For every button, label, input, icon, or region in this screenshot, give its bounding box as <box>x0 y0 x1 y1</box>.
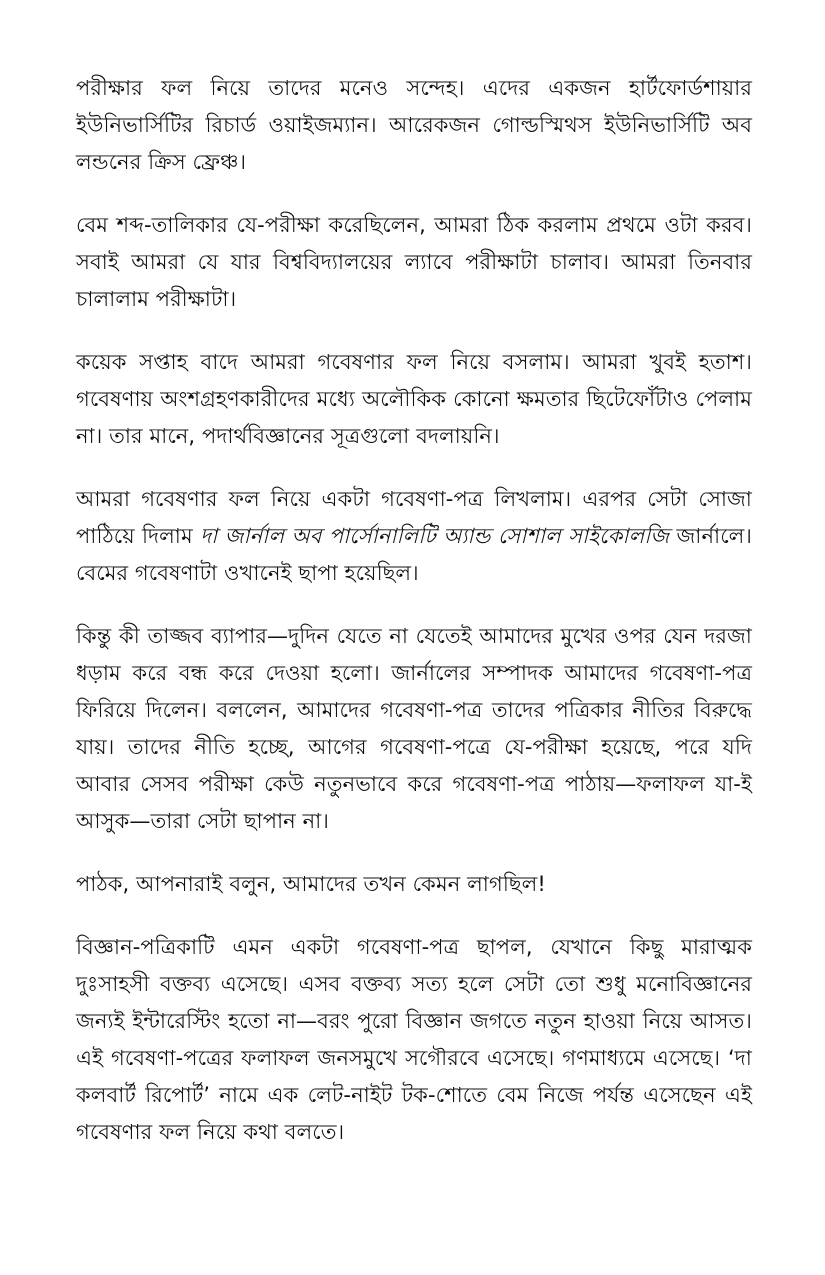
paragraph-5: কিন্তু কী তাজ্জব ব্যাপার—দুদিন যেতে না যেতেই আমাদের মুখের ওপর যেন দরজা ধড়াম করে বন্ধ করে দেওয়া হলো। জার্নালের সম্পাদক আমাদের গবেষণা-পত্র ফিরিয়ে দিলেন। বললেন, আমাদের গবেষণা-পত্র তাদের পত্রিকার নীতির বিরুদ্ধে যায়। তাদের নীতি হচ্ছে, আগের গবেষণা-পত্রে যে-পরীক্ষা হয়েছে, পরে যদি আবার সেসব পরীক্ষা কেউ নতুনভাবে করে গবেষণা-পত্র পাঠায়—ফলাফল যা-ই আসুক—তারা সেটা ছাপান না। <box>76 624 752 833</box>
paragraph-7: বিজ্ঞান-পত্রিকাটি এমন একটা গবেষণা-পত্র ছাপল, যেখানে কিছু মারাত্মক দুঃসাহসী বক্তব্য এসেছে। এসব বক্তব্য সত্য হলে সেটা তো শুধু মনোবিজ্ঞানের জন্যই ইন্টারেস্টিং হতো না—বরং পুরো বিজ্ঞান জগতে নতুন হাওয়া নিয়ে আসত। এই গবেষণা-পত্রের ফলাফল জনসমুখে সগৌরবে এসেছে। গণমাধ্যমে এসেছে। ‘দা কলবার্ট রিপোর্ট’ নামে এক লেট-নাইট টক-শোতে বেম নিজে পর্যন্ত এসেছেন এই গবেষণার ফল নিয়ে কথা বলতে। <box>76 935 752 1144</box>
paragraph-2: বেম শব্দ-তালিকার যে-পরীক্ষা করেছিলেন, আমরা ঠিক করলাম প্রথমে ওটা করব। সবাই আমরা যে যার বিশ্ববিদ্যালয়ের ল্যাবে পরীক্ষাটা চালাব। আমরা তিনবার চালালাম পরীক্ষাটা। <box>76 213 752 311</box>
paragraph-1: পরীক্ষার ফল নিয়ে তাদের মনেও সন্দেহ। এদের একজন হার্টফোর্ডশায়ার ইউনিভার্সিটির রিচার্ড ওয়াইজম্যান। আরেকজন গোল্ডস্মিথস ইউনিভার্সিটি অব লন্ডনের ক্রিস ফ্রেঞ্চ। <box>76 76 752 174</box>
paragraph-4-text-before: আমরা গবেষণার ফল নিয়ে একটা গবেষণা-পত্র লিখলাম। এরপর সেটা সোজা পাঠিয়ে দিলাম <box>76 487 752 548</box>
paragraph-4-text-after: জার্নালে। বেমের গবেষণাটা ওখানেই ছাপা হয়েছিল। <box>76 524 752 585</box>
paragraph-6: পাঠক, আপনারাই বলুন, আমাদের তখন কেমন লাগছিল! <box>76 872 546 896</box>
paragraph-3: কয়েক সপ্তাহ বাদে আমরা গবেষণার ফল নিয়ে বসলাম। আমরা খুবই হতাশ। গবেষণায় অংশগ্রহণকারীদের মধ্যে অলৌকিক কোনো ক্ষমতার ছিটেফোঁটাও পেলাম না। তার মানে, পদার্থবিজ্ঞানের সূত্রগুলো বদলায়নি। <box>76 350 752 448</box>
paragraph-4 <box>76 481 752 592</box>
journal-title: দা জার্নাল অব পার্সোনালিটি অ্যান্ড সোশাল সাইকোলজি <box>200 524 670 548</box>
book-page <box>76 70 752 1177</box>
